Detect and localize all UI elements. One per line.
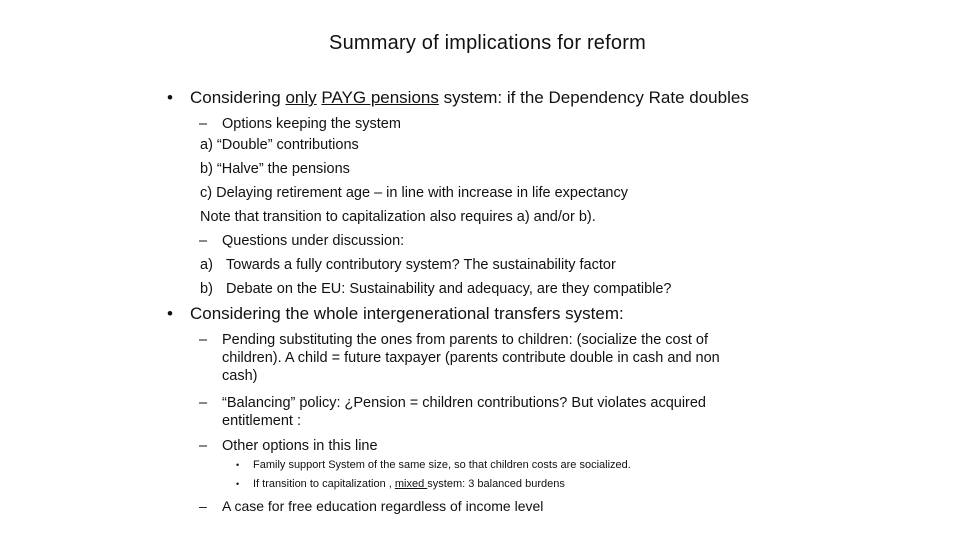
option-c: c) Delaying retirement age – in line with increase in life expectancy xyxy=(200,185,628,201)
question-b-marker: b) xyxy=(200,281,213,297)
sub-pending-line-2: children). A child = future taxpayer (parents contribute double in cash and non xyxy=(222,350,720,366)
sub-questions-text: Questions under discussion: xyxy=(222,233,405,249)
level3-item-2-underlined: mixed xyxy=(394,478,428,490)
bullet-marker: • xyxy=(236,460,240,470)
sub-balancing xyxy=(199,394,707,430)
question-a xyxy=(200,257,616,273)
note-line: Note that transition to capitalization also requires a) and/or b). xyxy=(200,209,596,225)
option-b: b) “Halve” the pensions xyxy=(200,161,350,177)
sub-balancing-line-2: entitlement : xyxy=(222,413,301,429)
level3-item-1 xyxy=(236,459,631,471)
bullet-1-underlined-only: only xyxy=(285,88,317,107)
sub-pending-line-1: Pending substituting the ones from parents to children: (socialize the cost of xyxy=(222,332,709,348)
level3-item-2-pre: If transition to capitalization , xyxy=(253,478,395,490)
sub-pending-line-3: cash) xyxy=(222,368,258,384)
bullet-1-underlined-payg: PAYG pensions xyxy=(321,88,439,107)
slide-title: Summary of implications for reform xyxy=(329,32,646,54)
dash-marker: – xyxy=(199,498,207,514)
bullet-1-text-pre: Considering xyxy=(190,88,286,107)
question-a-text: Towards a fully contributory system? The sustainability factor xyxy=(226,257,616,273)
dash-marker: – xyxy=(199,233,208,249)
option-a: a) “Double” contributions xyxy=(200,137,359,153)
sub-pending xyxy=(199,331,720,385)
sub-balancing-line-1: “Balancing” policy: ¿Pension = children contributions? But violates acquired xyxy=(222,395,707,411)
dash-marker: – xyxy=(199,395,208,411)
dash-marker: – xyxy=(199,332,208,348)
sub-options-keeping-text: Options keeping the system xyxy=(222,116,401,132)
dash-marker: – xyxy=(199,438,208,454)
level3-item-2-post: system: 3 balanced burdens xyxy=(427,478,565,490)
bullet-marker: • xyxy=(236,479,240,489)
sub-questions xyxy=(199,232,405,250)
bullet-1 xyxy=(167,88,749,108)
bullet-2-text: Considering the whole intergenerational transfers system: xyxy=(190,304,624,323)
sub-options-keeping xyxy=(199,115,401,133)
sub-other-options-text: Other options in this line xyxy=(222,438,378,454)
dash-marker: – xyxy=(199,116,208,132)
bullet-marker: • xyxy=(167,304,173,323)
bullet-1-text-post: system: if the Dependency Rate doubles xyxy=(438,88,749,107)
question-b-text: Debate on the EU: Sustainability and adequacy, are they compatible? xyxy=(226,281,672,297)
bullet-marker: • xyxy=(167,88,173,107)
sub-free-education-text: A case for free education regardless of income level xyxy=(222,498,544,514)
question-b xyxy=(200,281,672,297)
bullet-2 xyxy=(167,304,624,324)
level3-item-1-text: Family support System of the same size, so that children costs are socialized. xyxy=(253,459,631,471)
question-a-marker: a) xyxy=(200,257,213,273)
sub-free-education xyxy=(199,497,544,515)
sub-other-options xyxy=(199,437,378,455)
level3-item-2 xyxy=(236,478,565,490)
